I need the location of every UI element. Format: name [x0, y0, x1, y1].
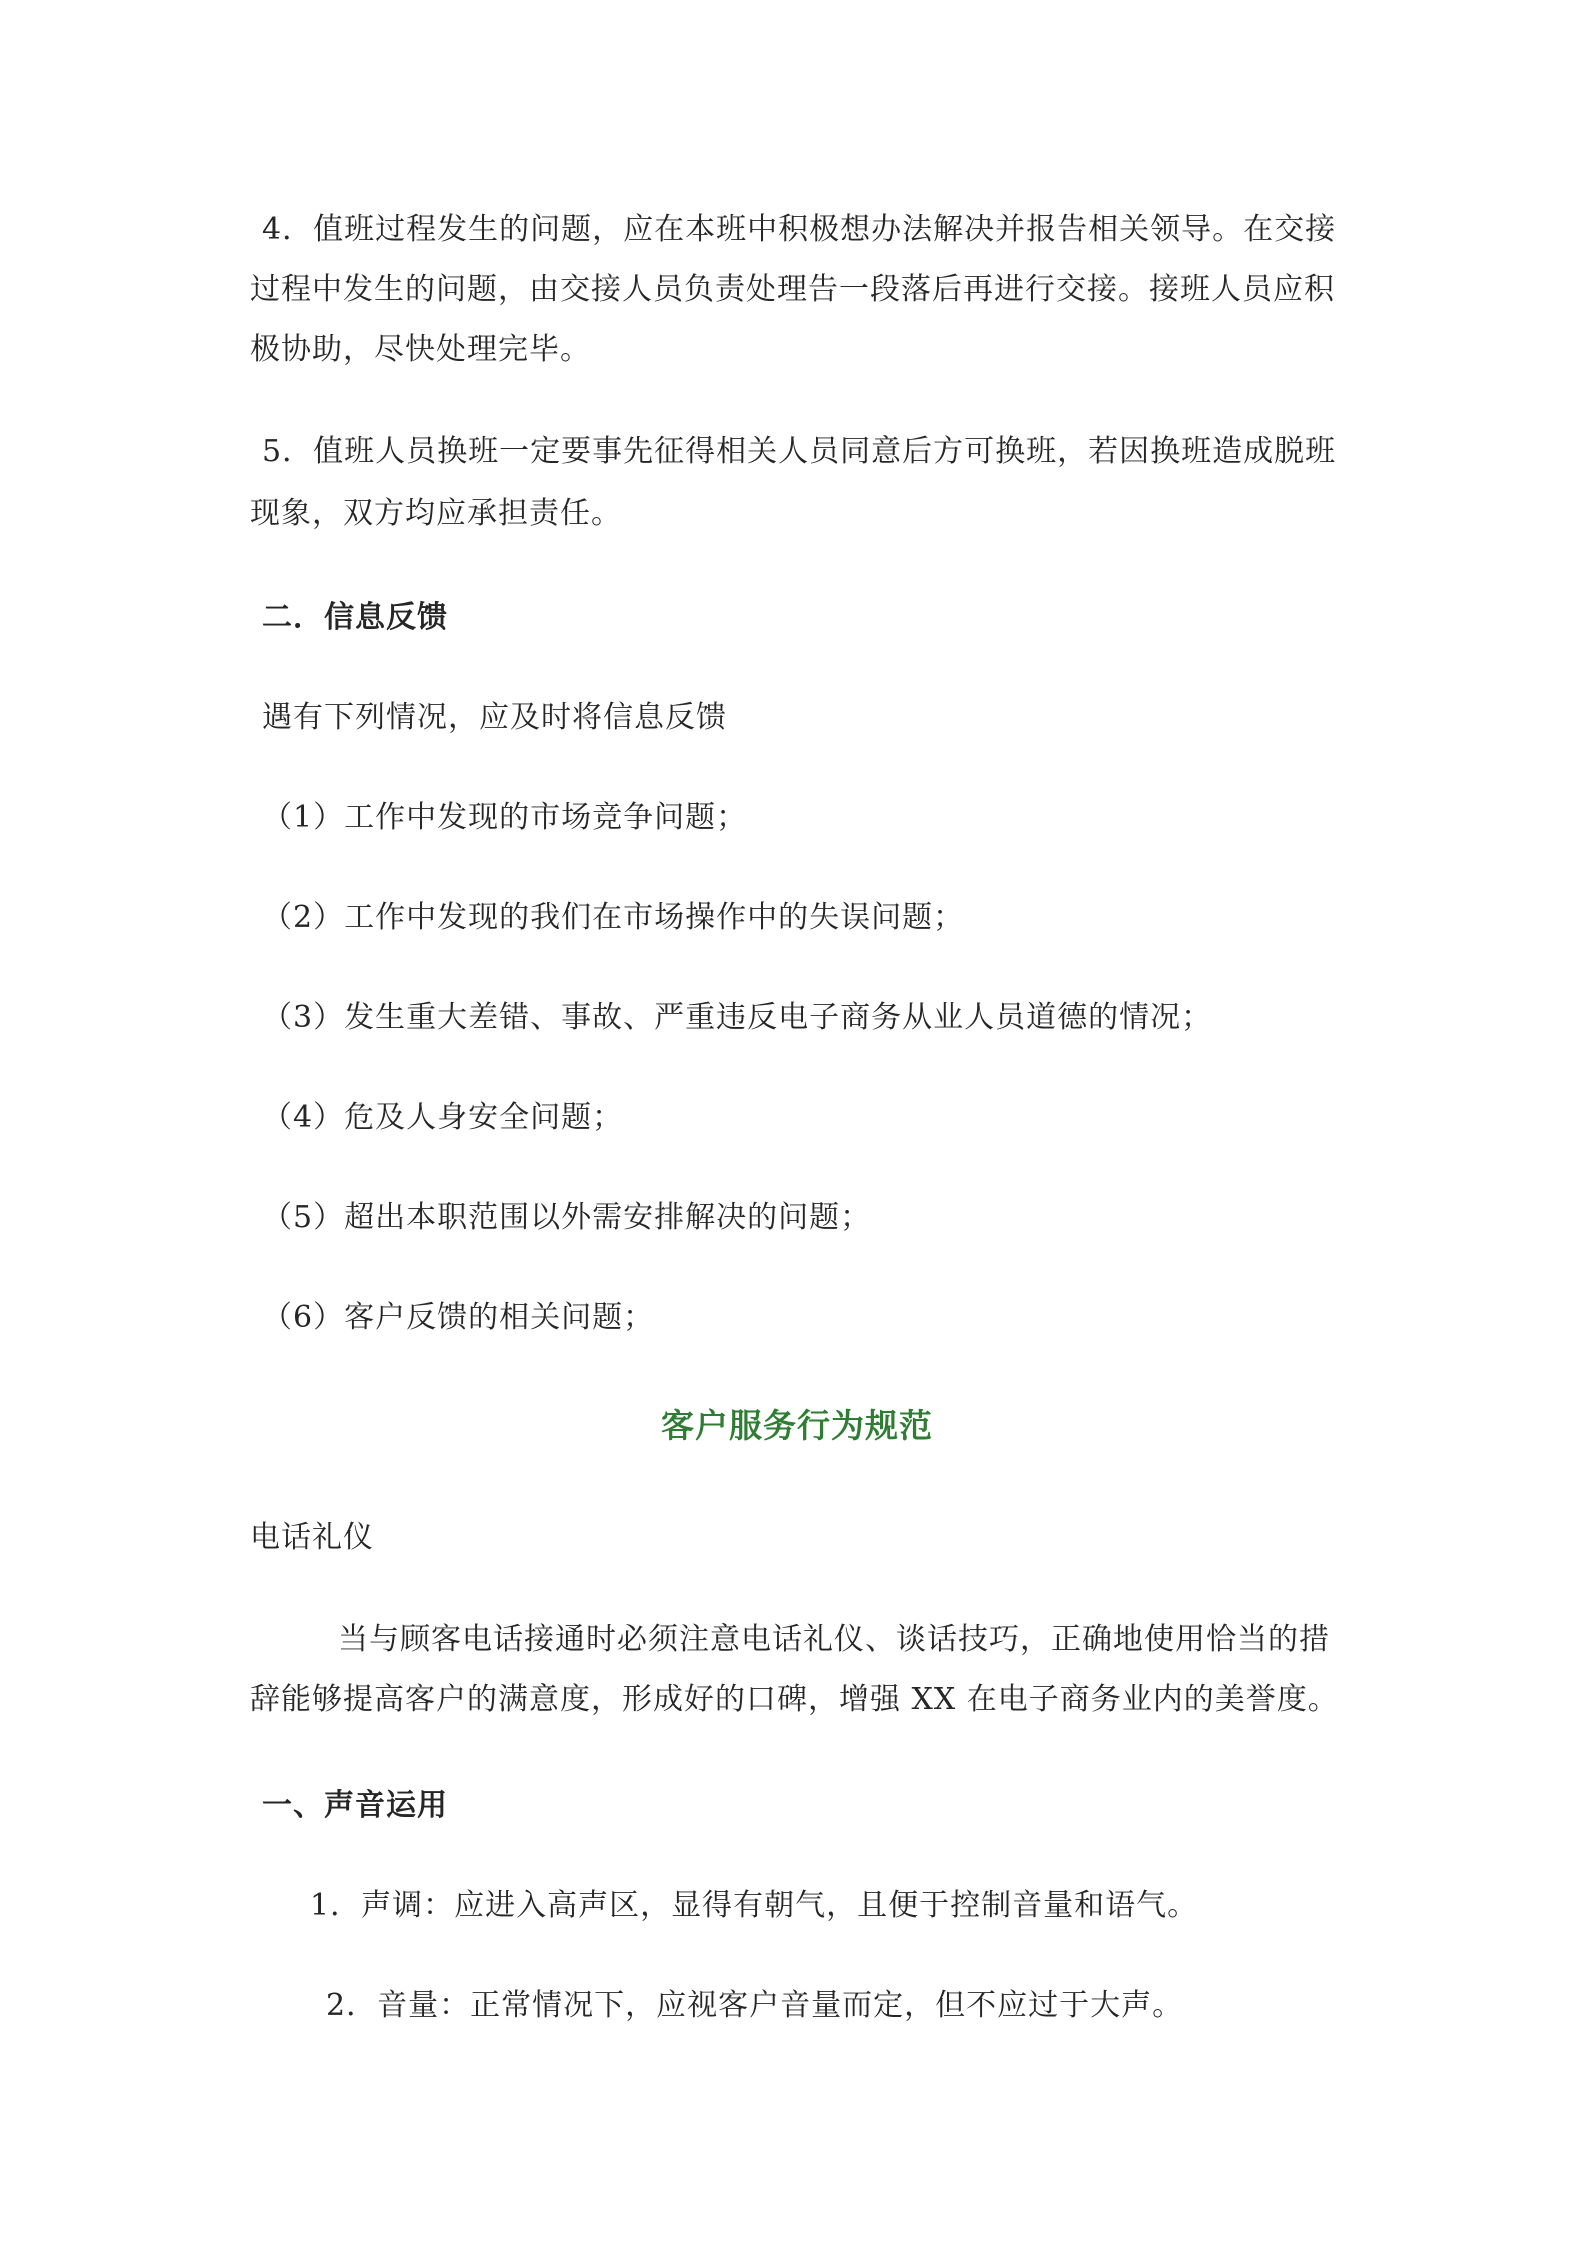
feedback-item-6: （6）客户反馈的相关问题； [262, 1300, 655, 1335]
feedback-item-3: （3）发生重大差错、事故、严重违反电子商务从业人员道德的情况； [262, 1000, 1213, 1035]
duty-item-4-line-1: 4．值班过程发生的问题，应在本班中积极想办法解决并报告相关领导。在交接 [262, 212, 1337, 247]
duty-item-4-line-2: 过程中发生的问题，由交接人员负责处理告一段落后再进行交接。接班人员应积 [250, 272, 1335, 307]
phone-etiquette-para-line-2: 辞能够提高客户的满意度，形成好的口碑，增强 XX 在电子商务业内的美誉度。 [250, 1682, 1339, 1717]
duty-item-4-line-3: 极协助，尽快处理完毕。 [250, 332, 591, 367]
feedback-item-2: （2）工作中发现的我们在市场操作中的失误问题； [262, 900, 965, 935]
feedback-item-1: （1）工作中发现的市场竞争问题； [262, 800, 748, 835]
voice-item-2: 2．音量：正常情况下，应视客户音量而定，但不应过于大声。 [326, 1988, 1184, 2023]
duty-item-5-line-2: 现象，双方均应承担责任。 [250, 496, 622, 531]
feedback-intro: 遇有下列情况，应及时将信息反馈 [262, 700, 727, 735]
feedback-heading: 二．信息反馈 [262, 600, 448, 635]
voice-item-1: 1．声调：应进入高声区，显得有朝气，且便于控制音量和语气。 [310, 1888, 1199, 1923]
phone-etiquette-para-line-1: 当与顾客电话接通时必须注意电话礼仪、谈话技巧，正确地使用恰当的措 [338, 1622, 1330, 1657]
duty-item-5-line-1: 5．值班人员换班一定要事先征得相关人员同意后方可换班，若因换班造成脱班 [262, 434, 1337, 469]
phone-etiquette-heading: 电话礼仪 [250, 1520, 374, 1555]
feedback-item-5: （5）超出本职范围以外需安排解决的问题； [262, 1200, 872, 1235]
service-title: 客户服务行为规范 [661, 1406, 933, 1445]
feedback-item-4: （4）危及人身安全问题； [262, 1100, 624, 1135]
voice-usage-heading: 一、声音运用 [262, 1788, 448, 1823]
